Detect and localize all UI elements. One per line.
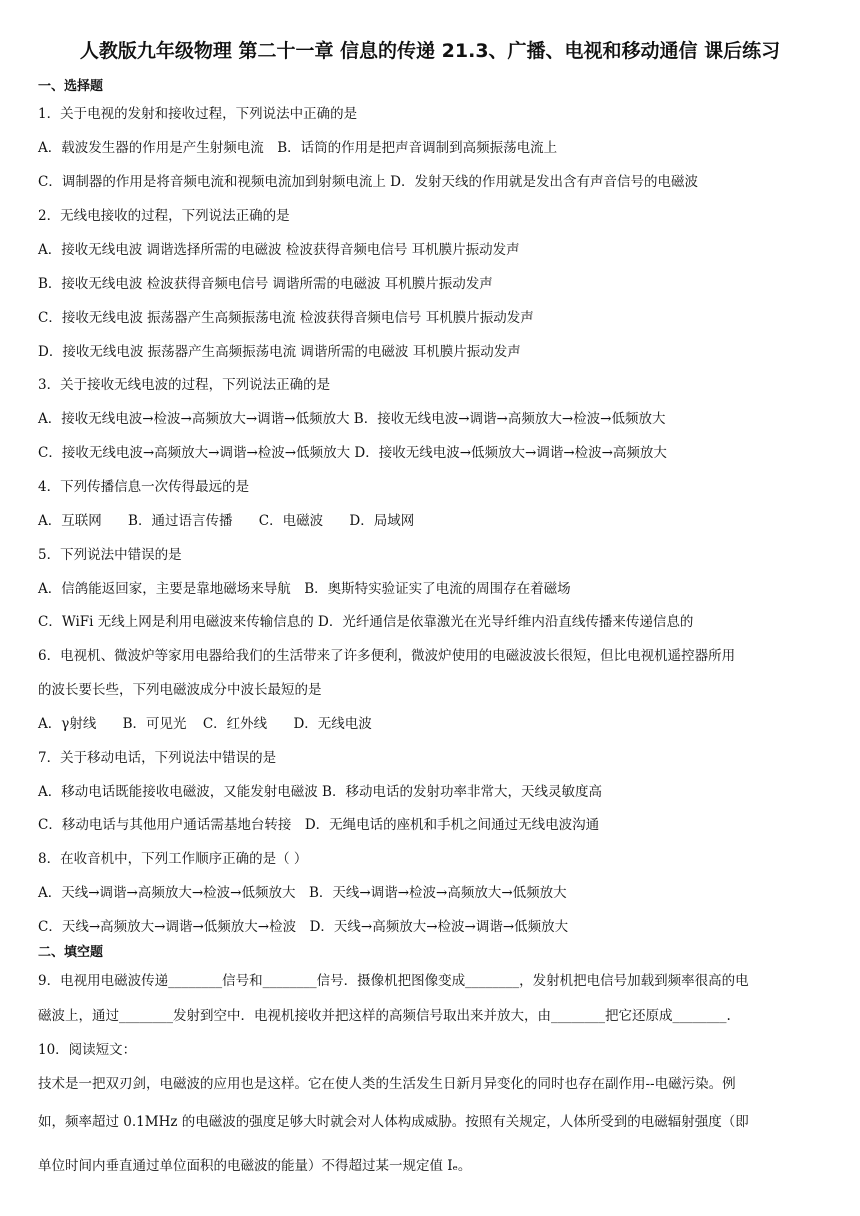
q4-option-a: A．互联网 — [38, 513, 102, 529]
q9-line1: 9．电视用电磁波传递________信号和________信号．摄像机把图像变成________，发射机把电信号加载到频率很高的电 — [38, 973, 749, 989]
q6-option-a: A．γ射线 — [38, 716, 97, 732]
q6-stem-line2: 的波长要长些，下列电磁波成分中波长最短的是 — [38, 682, 322, 698]
q6-options — [38, 714, 828, 734]
q3-options-ab: A．接收无线电波→检波→高频放大→调谐→低频放大 B．接收无线电波→调谐→高频放大→检波→低频放大 — [38, 411, 666, 427]
q2-stem: 2．无线电接收的过程，下列说法正确的是 — [38, 208, 290, 224]
q1-options-ab: A．载波发生器的作用是产生射频电流 B．话筒的作用是把声音调制到高频振荡电流上 — [38, 140, 558, 156]
q4-options — [38, 511, 828, 531]
q5-options-cd: C．WiFi 无线上网是利用电磁波来传输信息的 D．光纤通信是依靠激光在光导纤维内沿直线传播来传递信息的 — [38, 614, 694, 630]
q6-option-d: D．无线电波 — [293, 716, 372, 732]
section-heading-fill: 二、填空题 — [38, 945, 104, 960]
q5-options-ab: A．信鸽能返回家，主要是靠地磁场来导航 B．奥斯特实验证实了电流的周围存在着磁场 — [38, 581, 571, 597]
page-title: 人教版九年级物理 第二十一章 信息的传递 21.3、广播、电视和移动通信 课后练习 — [79, 40, 781, 62]
q2-option-c: C．接收无线电波 振荡器产生高频振荡电流 检波获得音频电信号 耳机膜片振动发声 — [38, 310, 534, 326]
q10-paragraph-line3: 单位时间内垂直通过单位面积的电磁波的能量）不得超过某一规定值 Iₑ。 — [38, 1158, 472, 1174]
q10-stem: 10．阅读短文： — [38, 1042, 137, 1058]
q10-paragraph-line1: 技术是一把双刃剑，电磁波的应用也是这样。它在使人类的生活发生日新月异变化的同时也存在副作用--电磁污染。例 — [38, 1076, 736, 1092]
q4-option-b: B．通过语言传播 — [128, 513, 233, 529]
q3-options-cd: C．接收无线电波→高频放大→调谐→检波→低频放大 D．接收无线电波→低频放大→调谐→检波→高频放大 — [38, 445, 667, 461]
q4-option-c: C．电磁波 — [258, 513, 324, 529]
q9-line2: 磁波上，通过________发射到空中．电视机接收并把这样的高频信号取出来并放大，由________把它还原成________. — [38, 1008, 731, 1024]
q10-paragraph-line2: 如，频率超过 0.1MHz 的电磁波的强度足够大时就会对人体构成威胁。按照有关规定，人体所受到的电磁辐射强度（即 — [38, 1114, 749, 1130]
q2-option-b: B．接收无线电波 检波获得音频电信号 调谐所需的电磁波 耳机膜片振动发声 — [38, 276, 493, 292]
q7-options-ab: A．移动电话既能接收电磁波，又能发射电磁波 B．移动电话的发射功率非常大，天线灵敏度高 — [38, 784, 602, 800]
q1-stem: 1．关于电视的发射和接收过程，下列说法中正确的是 — [38, 106, 358, 122]
q7-options-cd: C．移动电话与其他用户通话需基地台转接 D．无绳电话的座机和手机之间通过无线电波沟通 — [38, 817, 600, 833]
q6-stem-line1: 6．电视机、微波炉等家用电器给我们的生活带来了许多便利，微波炉使用的电磁波波长很短，但比电视机遥控器所用 — [38, 648, 736, 664]
q1-options-cd: C．调制器的作用是将音频电流和视频电流加到射频电流上 D．发射天线的作用就是发出含有声音信号的电磁波 — [38, 174, 698, 190]
q8-options-cd: C．天线→高频放大→调谐→低频放大→检波 D．天线→高频放大→检波→调谐→低频放大 — [38, 919, 569, 935]
q3-stem: 3．关于接收无线电波的过程，下列说法正确的是 — [38, 377, 331, 393]
q4-stem: 4．下列传播信息一次传得最远的是 — [38, 479, 250, 495]
q6-option-c: C．红外线 — [202, 716, 268, 732]
q4-option-d: D．局域网 — [349, 513, 415, 529]
q8-stem: 8．在收音机中，下列工作顺序正确的是（ ） — [38, 851, 308, 867]
q7-stem: 7．关于移动电话，下列说法中错误的是 — [38, 750, 277, 766]
q2-option-d: D．接收无线电波 振荡器产生高频振荡电流 调谐所需的电磁波 耳机膜片振动发声 — [38, 344, 521, 360]
q8-options-ab: A．天线→调谐→高频放大→检波→低频放大 B．天线→调谐→检波→高频放大→低频放大 — [38, 885, 567, 901]
section-heading-choice: 一、选择题 — [38, 79, 104, 94]
q6-option-b: B．可见光 — [122, 716, 187, 732]
q5-stem: 5．下列说法中错误的是 — [38, 547, 182, 563]
q2-option-a: A．接收无线电波 调谐选择所需的电磁波 检波获得音频电信号 耳机膜片振动发声 — [38, 242, 520, 258]
